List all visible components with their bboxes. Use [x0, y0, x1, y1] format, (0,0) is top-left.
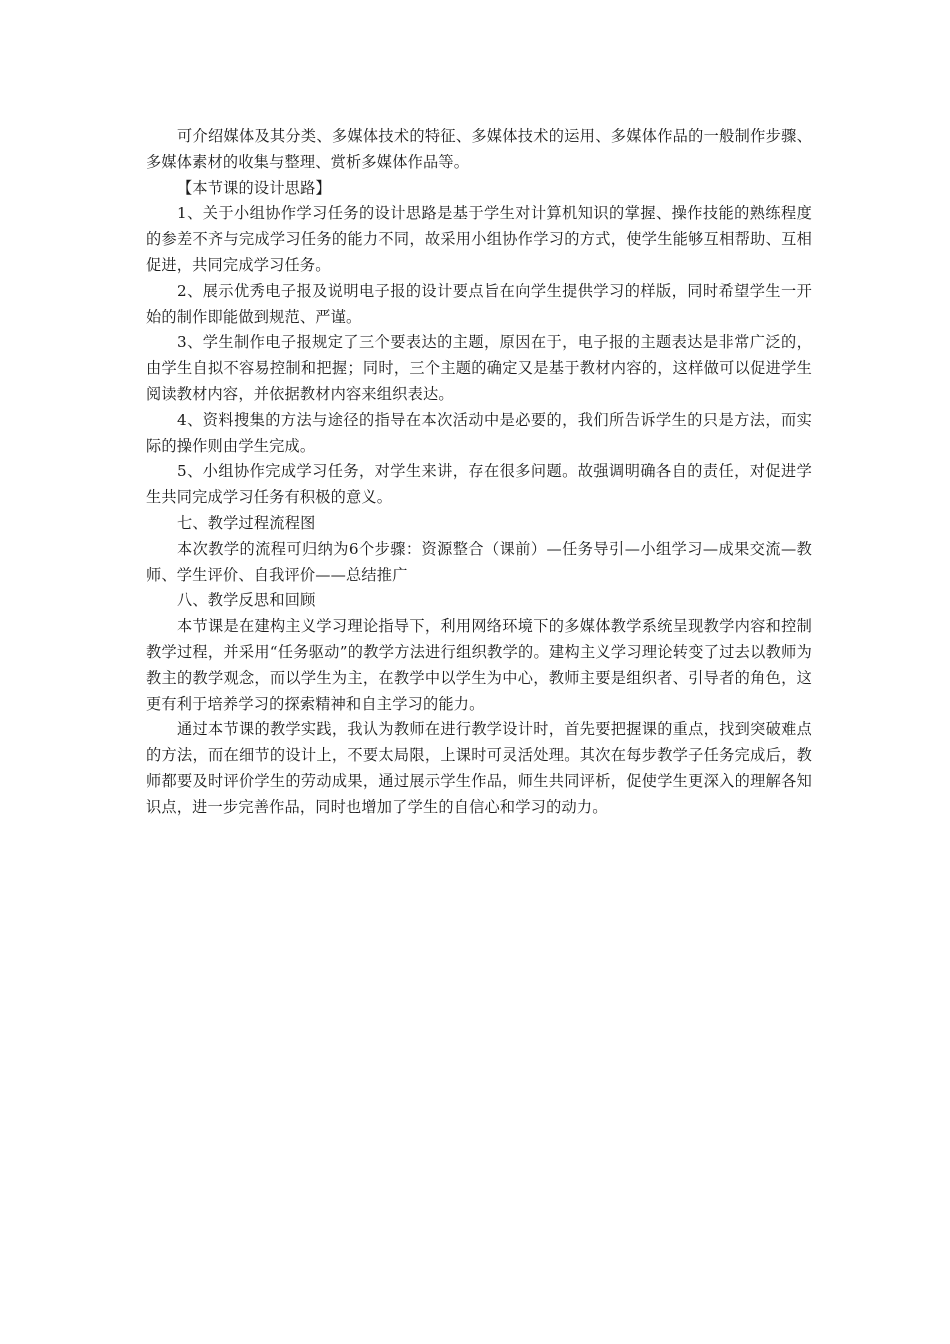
section-heading-reflection: 八、教学反思和回顾 [177, 591, 316, 610]
paragraph-design-point-1: 1、关于小组协作学习任务的设计思路是基于学生对计算机知识的掌握、操作技能的熟练程度的参差不齐与完成学习任务的能力不同，故采用小组协作学习的方式，使学生能够互相帮助、互相促进，共同完成学习任务。 [146, 204, 812, 274]
paragraph-design-point-5: 5、小组协作完成学习任务，对学生来讲，存在很多问题。故强调明确各自的责任，对促进学生共同完成学习任务有积极的意义。 [146, 462, 812, 507]
paragraph-design-point-3: 3、学生制作电子报规定了三个要表达的主题，原因在于，电子报的主题表达是非常广泛的，由学生自拟不容易控制和把握；同时，三个主题的确定又是基于教材内容的，这样做可以促进学生阅读教材内容，并依据教材内容来组织表达。 [146, 333, 812, 403]
paragraph-media-intro: 可介绍媒体及其分类、多媒体技术的特征、多媒体技术的运用、多媒体作品的一般制作步骤、多媒体素材的收集与整理、赏析多媒体作品等。 [146, 127, 812, 171]
section-heading-design-ideas: 【本节课的设计思路】 [177, 178, 331, 197]
paragraph-reflection-2: 通过本节课的教学实践，我认为教师在进行教学设计时，首先要把握课的重点，找到突破难点的方法，而在细节的设计上，不要太局限，上课时可灵活处理。其次在每步教学子任务完成后，教师都要及时评价学生的劳动成果，通过展示学生作品，师生共同评析，促使学生更深入的理解各知识点，进一步完善作品，同时也增加了学生的自信心和学习的动力。 [146, 720, 812, 816]
paragraph-process-steps: 本次教学的流程可归纳为6个步骤：资源整合（课前）—任务导引—小组学习—成果交流—教师、学生评价、自我评价——总结推广 [146, 539, 812, 584]
paragraph-reflection-1: 本节课是在建构主义学习理论指导下，利用网络环境下的多媒体教学系统呈现教学内容和控制教学过程，并采用“任务驱动”的教学方法进行组织教学的。建构主义学习理论转变了过去以教师为教主的教学观念，而以学生为主，在教学中以学生为中心，教师主要是组织者、引导者的角色，这更有利于培养学习的探索精神和自主学习的能力。 [146, 617, 812, 713]
section-heading-process-flow: 七、教学过程流程图 [177, 513, 316, 532]
paragraph-design-point-2: 2、展示优秀电子报及说明电子报的设计要点旨在向学生提供学习的样版，同时希望学生一开始的制作即能做到规范、严谨。 [146, 281, 812, 326]
paragraph-design-point-4: 4、资料搜集的方法与途径的指导在本次活动中是必要的，我们所告诉学生的只是方法，而实际的操作则由学生完成。 [146, 410, 812, 455]
document-body [146, 124, 812, 821]
